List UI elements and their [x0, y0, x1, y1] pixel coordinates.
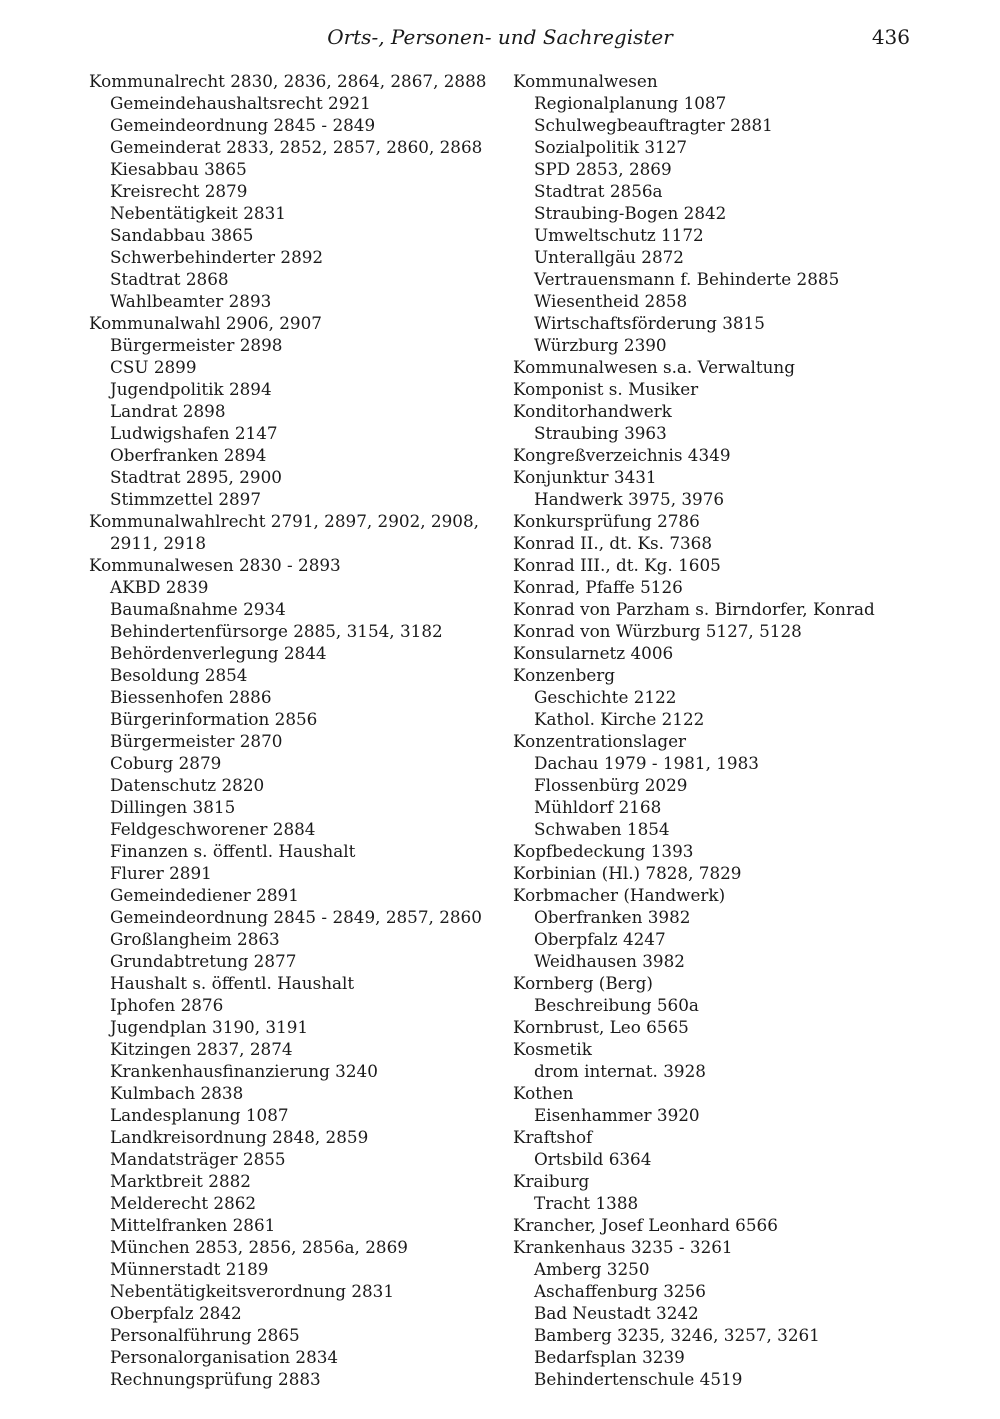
index-subentry: Kulmbach 2838 — [110, 1083, 244, 1103]
index-entry: Krankenhaus 3235 - 3261 — [513, 1237, 733, 1257]
index-subentry: Weidhausen 3982 — [534, 951, 685, 971]
index-subentry: Haushalt s. öffentl. Haushalt — [110, 973, 355, 993]
index-subentry: Stadtrat 2868 — [110, 269, 229, 289]
index-subentry: AKBD 2839 — [110, 577, 209, 597]
index-entry: Kraftshof — [513, 1127, 593, 1147]
index-subentry: Mandatsträger 2855 — [110, 1149, 286, 1169]
index-entry: Krancher, Josef Leonhard 6566 — [513, 1215, 778, 1235]
index-subentry: Kathol. Kirche 2122 — [534, 709, 705, 729]
index-subentry: Rechnungsprüfung 2883 — [110, 1369, 321, 1389]
index-subentry: Stimmzettel 2897 — [110, 489, 262, 509]
index-subentry: Nebentätigkeit 2831 — [110, 203, 286, 223]
index-subentry: München 2853, 2856, 2856a, 2869 — [110, 1237, 408, 1257]
index-subentry: Münnerstadt 2189 — [110, 1259, 269, 1279]
index-subentry: Wahlbeamter 2893 — [110, 291, 272, 311]
index-entry: Kornberg (Berg) — [513, 973, 653, 993]
index-subentry: Beschreibung 560a — [534, 995, 699, 1015]
page-number: 436 — [871, 25, 910, 49]
index-subentry: Dillingen 3815 — [110, 797, 236, 817]
index-subentry: Straubing 3963 — [534, 423, 667, 443]
index-entry: Kommunalrecht 2830, 2836, 2864, 2867, 2888 — [89, 71, 487, 91]
index-subentry: Umweltschutz 1172 — [534, 225, 704, 245]
running-header-title: Orts-, Personen- und Sachregister — [327, 25, 673, 49]
index-subentry: Stadtrat 2895, 2900 — [110, 467, 282, 487]
index-subentry: Sandabbau 3865 — [110, 225, 254, 245]
index-subentry: Großlangheim 2863 — [110, 929, 280, 949]
index-entry: Konrad von Würzburg 5127, 5128 — [513, 621, 802, 641]
index-entry: Komponist s. Musiker — [513, 379, 699, 399]
index-subentry: Bürgermeister 2898 — [110, 335, 283, 355]
index-entry: Kopfbedeckung 1393 — [513, 841, 694, 861]
index-subentry: Landrat 2898 — [110, 401, 226, 421]
index-entry: Korbmacher (Handwerk) — [513, 885, 726, 905]
index-subentry: Oberfranken 3982 — [534, 907, 691, 927]
index-entry: Kommunalwesen — [513, 71, 658, 91]
index-subentry: Aschaffenburg 3256 — [534, 1281, 706, 1301]
index-subentry: Straubing-Bogen 2842 — [534, 203, 727, 223]
index-subentry: Gemeindeordnung 2845 - 2849 — [110, 115, 376, 135]
index-subentry: Landesplanung 1087 — [110, 1105, 289, 1125]
index-subentry: Schwaben 1854 — [534, 819, 670, 839]
index-subentry: drom internat. 3928 — [534, 1061, 706, 1081]
index-entry: Kraiburg — [513, 1171, 590, 1191]
index-subentry: Oberpfalz 4247 — [534, 929, 666, 949]
index-subentry: Bürgermeister 2870 — [110, 731, 283, 751]
index-subentry: Handwerk 3975, 3976 — [534, 489, 725, 509]
index-subentry: Ludwigshafen 2147 — [110, 423, 278, 443]
index-entry: Kosmetik — [513, 1039, 592, 1059]
index-subentry: Finanzen s. öffentl. Haushalt — [110, 841, 356, 861]
index-subentry: Schulwegbeauftragter 2881 — [534, 115, 773, 135]
index-subentry: Geschichte 2122 — [534, 687, 677, 707]
index-subentry: Behördenverlegung 2844 — [110, 643, 327, 663]
index-subentry: Mittelfranken 2861 — [110, 1215, 276, 1235]
index-subentry: Coburg 2879 — [110, 753, 222, 773]
index-subentry: Wiesentheid 2858 — [534, 291, 688, 311]
index-subentry: Flurer 2891 — [110, 863, 212, 883]
index-entry: Kornbrust, Leo 6565 — [513, 1017, 689, 1037]
index-subentry: Krankenhausfinanzierung 3240 — [110, 1061, 378, 1081]
index-subentry: Gemeindediener 2891 — [110, 885, 299, 905]
index-subentry: Kiesabbau 3865 — [110, 159, 247, 179]
index-entry: Konzentrationslager — [513, 731, 687, 751]
index-subentry: Tracht 1388 — [534, 1193, 639, 1213]
index-subentry: Wirtschaftsförderung 3815 — [534, 313, 765, 333]
index-subentry: Feldgeschworener 2884 — [110, 819, 316, 839]
index-subentry: CSU 2899 — [110, 357, 197, 377]
index-entry: Kommunalwahlrecht 2791, 2897, 2902, 2908, — [89, 511, 479, 531]
index-entry: Konzenberg — [513, 665, 616, 685]
index-subentry: Oberfranken 2894 — [110, 445, 267, 465]
index-subentry: Gemeindehaushaltsrecht 2921 — [110, 93, 371, 113]
index-column-right — [513, 70, 923, 1390]
index-subentry: Melderecht 2862 — [110, 1193, 257, 1213]
index-subentry: Marktbreit 2882 — [110, 1171, 251, 1191]
index-subentry: Sozialpolitik 3127 — [534, 137, 688, 157]
index-entry: Korbinian (Hl.) 7828, 7829 — [513, 863, 742, 883]
index-subentry: Jugendplan 3190, 3191 — [110, 1017, 309, 1037]
index-subentry: Stadtrat 2856a — [534, 181, 663, 201]
index-subentry: SPD 2853, 2869 — [534, 159, 672, 179]
index-entry: Konrad III., dt. Kg. 1605 — [513, 555, 721, 575]
index-entry: Kommunalwahl 2906, 2907 — [89, 313, 322, 333]
index-subentry: Gemeindeordnung 2845 - 2849, 2857, 2860 — [110, 907, 482, 927]
index-subentry: Bedarfsplan 3239 — [534, 1347, 685, 1367]
index-entry: Konjunktur 3431 — [513, 467, 657, 487]
index-subentry: Flossenbürg 2029 — [534, 775, 688, 795]
index-subentry: Oberpfalz 2842 — [110, 1303, 242, 1323]
index-subentry: Würzburg 2390 — [534, 335, 667, 355]
index-subentry: Regionalplanung 1087 — [534, 93, 727, 113]
index-subentry: Personalorganisation 2834 — [110, 1347, 339, 1367]
index-entry: Konkursprüfung 2786 — [513, 511, 700, 531]
index-subentry: Jugendpolitik 2894 — [110, 379, 272, 399]
index-subentry: Ortsbild 6364 — [534, 1149, 652, 1169]
index-subentry: Mühldorf 2168 — [534, 797, 662, 817]
index-subentry: Personalführung 2865 — [110, 1325, 300, 1345]
index-subentry: Besoldung 2854 — [110, 665, 248, 685]
index-column-left — [89, 70, 499, 1390]
index-subentry: Datenschutz 2820 — [110, 775, 265, 795]
index-entry: Konditorhandwerk — [513, 401, 672, 421]
index-entry: Kothen — [513, 1083, 574, 1103]
index-subentry: Gemeinderat 2833, 2852, 2857, 2860, 2868 — [110, 137, 483, 157]
index-subentry: Eisenhammer 3920 — [534, 1105, 700, 1125]
index-subentry: Biessenhofen 2886 — [110, 687, 272, 707]
index-subentry: Bürgerinformation 2856 — [110, 709, 318, 729]
index-subentry: Behindertenschule 4519 — [534, 1369, 743, 1389]
index-subentry: Landkreisordnung 2848, 2859 — [110, 1127, 369, 1147]
index-entry: Kommunalwesen s.a. Verwaltung — [513, 357, 795, 377]
index-subentry: 2911, 2918 — [110, 533, 207, 553]
index-subentry: Schwerbehinderter 2892 — [110, 247, 324, 267]
index-subentry: Bad Neustadt 3242 — [534, 1303, 699, 1323]
index-subentry: Vertrauensmann f. Behinderte 2885 — [534, 269, 840, 289]
index-subentry: Amberg 3250 — [534, 1259, 650, 1279]
index-subentry: Bamberg 3235, 3246, 3257, 3261 — [534, 1325, 820, 1345]
index-subentry: Iphofen 2876 — [110, 995, 224, 1015]
index-subentry: Unterallgäu 2872 — [534, 247, 684, 267]
index-subentry: Kitzingen 2837, 2874 — [110, 1039, 293, 1059]
index-subentry: Nebentätigkeitsverordnung 2831 — [110, 1281, 395, 1301]
index-subentry: Grundabtretung 2877 — [110, 951, 297, 971]
index-entry: Konrad, Pfaffe 5126 — [513, 577, 683, 597]
index-entry: Kommunalwesen 2830 - 2893 — [89, 555, 341, 575]
index-entry: Konrad von Parzham s. Birndorfer, Konrad — [513, 599, 875, 619]
index-subentry: Baumaßnahme 2934 — [110, 599, 286, 619]
index-entry: Konrad II., dt. Ks. 7368 — [513, 533, 713, 553]
index-subentry: Kreisrecht 2879 — [110, 181, 248, 201]
index-entry: Konsularnetz 4006 — [513, 643, 674, 663]
index-subentry: Dachau 1979 - 1981, 1983 — [534, 753, 759, 773]
index-entry: Kongreßverzeichnis 4349 — [513, 445, 731, 465]
index-subentry: Behindertenfürsorge 2885, 3154, 3182 — [110, 621, 443, 641]
